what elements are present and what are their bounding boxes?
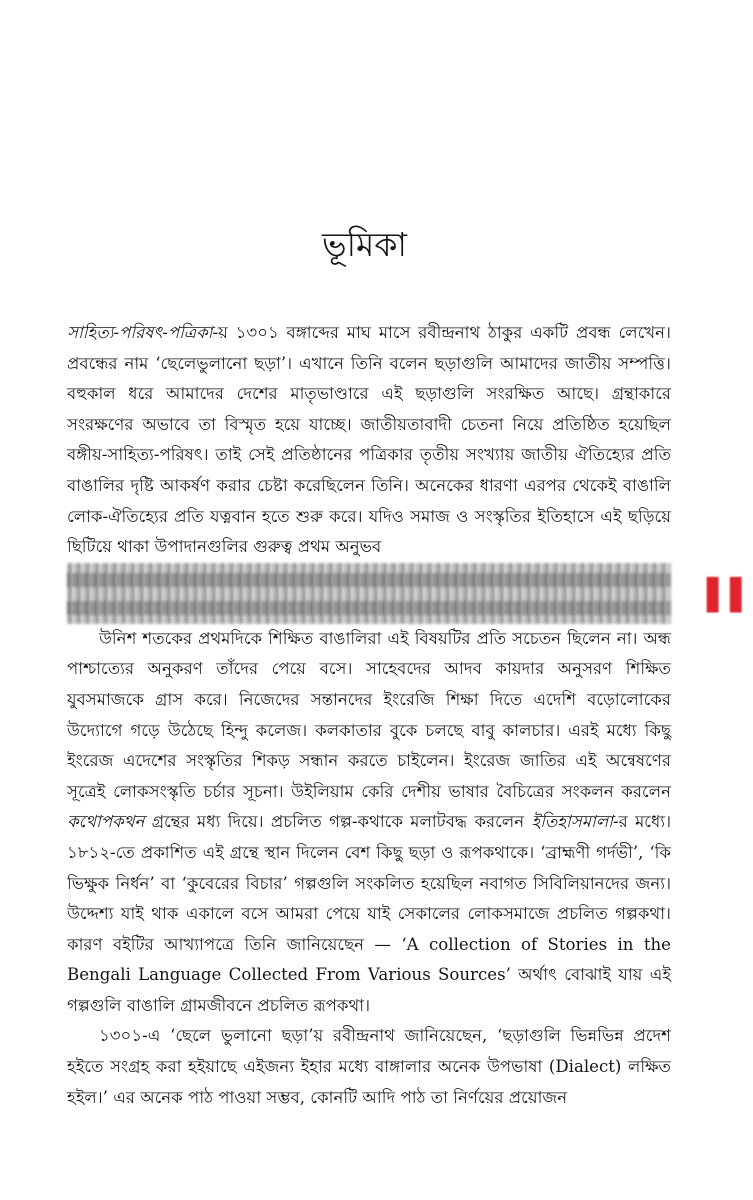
smudged-line — [67, 573, 671, 587]
paragraph-2-text-a: উনিশ শতকের প্রথমদিকে শিক্ষিত বাঙালিরা এই বিষয়টির প্রতি সচেতন ছিলেন না। অন্ধ পাশ্চাত্যের অনুকরণ তাঁদের পেয়ে বসে। সাহেবদের আদব কায়দার অনুসরণ শিক্ষিত যুবসমাজকে গ্রাস করে। নিজেদের সন্তানদের ইংরেজি শিক্ষা দিতে এদেশি বড়োলোকের উদ্যোগে গড়ে উঠেছে হিন্দু কলেজ। কলকাতার বুকে চলছে বাবু কালচার। এরই মধ্যে কিছু ইংরেজ এদেশের সংস্কৃতির শিকড় সন্ধান করতে চাইলেন। ইংরেজ জাতির এই অন্বেষণের সূত্রেই লোকসংস্কৃতি চর্চার সূচনা। উইলিয়াম কেরি দেশীয় ভাষার বৈচিত্রের সংকলন করলেন — [67, 628, 671, 801]
red-edge-mark: ▌▌ — [707, 578, 753, 613]
paragraph-1 — [67, 318, 671, 563]
body-text — [67, 318, 671, 1113]
paragraph-2-text-b: গ্রন্থের মধ্য দিয়ে। প্রচলিত গল্প-কথাকে মলাটবদ্ধ করলেন — [144, 812, 532, 832]
paragraph-2-text-c: -র মধ্যে। ১৮১২-তে প্রকাশিত এই গ্রন্থে স্থান দিলেন বেশ কিছু ছড়া ও রূপকথাকে। ‘ব্রাহ্মণী গর্দভী’, ‘কি ভিক্ষুক নির্ধন’ বা ‘কুবেরের বিচার’ গল্পগুলি সংকলিত হয়েছিল নবাগত সিবিলিয়ানদের জন্য। উদ্দেশ্য যাই থাক একালে বসে আমরা পেয়ে যাই সেকালের লোকসমাজে প্রচলিত গল্পকথা। কারণ বইটির আখ্যাপত্রে তিনি জানিয়েছেন — ‘A collection of Stories in the Bengali Language Collected From Various Sources’ অর্থাৎ বোঝাই যায় এই গল্পগুলি বাঙালি গ্রামজীবনে প্রচলিত রূপকথা। — [67, 812, 672, 1015]
smudged-line — [67, 601, 671, 615]
paragraph-1-text: -য় ১৩০১ বঙ্গাব্দের মাঘ মাসে রবীন্দ্রনাথ ঠাকুর একটি প্রবন্ধ লেখেন। প্রবন্ধের নাম ‘ছেলেভুলানো ছড়া’। এখানে তিনি বলেন ছড়াগুলি আমাদের জাতীয় সম্পত্তি। বহুকাল ধরে আমাদের দেশের মাতৃভাণ্ডারে এই ছড়াগুলি সংরক্ষিত আছে। গ্রন্থাকারে সংরক্ষণের অভাবে তা বিস্মৃত হয়ে যাচ্ছে। জাতীয়তাবাদী চেতনা নিয়ে প্রতিষ্ঠিত হয়েছিল বঙ্গীয়-সাহিত্য-পরিষৎ। তাই সেই প্রতিষ্ঠানের পত্রিকার তৃতীয় সংখ্যায় জাতীয় ঐতিহ্যের প্রতি বাঙালির দৃষ্টি আকর্ষণ করার চেষ্টা করেছিলেন তিনি। অনেকের ধারণা এরপর থেকেই বাঙালি লোক-ঐতিহ্যের প্রতি যত্নবান হতে শুরু করে। যদিও সমাজ ও সংস্কৃতির ইতিহাসে এই ছড়িয়ে ছিটিয়ে থাকা উপাদানগুলির গুরুত্ব প্রথম অনুভব — [67, 323, 671, 557]
journal-name: সাহিত্য-পরিষৎ-পত্রিকা — [67, 323, 213, 342]
book-title-itihasmala: ইতিহাসমালা — [531, 812, 613, 832]
paragraph-2 — [67, 624, 671, 1022]
paragraph-3: ১৩০১-এ ‘ছেলে ভুলানো ছড়া’য় রবীন্দ্রনাথ জানিয়েছেন, ‘ছড়াগুলি ভিন্নভিন্ন প্রদেশ হইতে সংগ্রহ করা হইয়াছে এইজন্য ইহার মধ্যে বাঙ্গালার অনেক উপভাষা (Dialect) লক্ষিত হইল।’ এর অনেক পাঠ পাওয়া সম্ভব, কোনটি আদি পাঠ তা নির্ণয়ের প্রয়োজন — [67, 1026, 671, 1107]
smudged-illegible-lines — [67, 563, 671, 624]
book-title-kathopakathan: কথোপকথন — [67, 812, 145, 832]
page-title: ভূমিকা — [321, 225, 407, 264]
